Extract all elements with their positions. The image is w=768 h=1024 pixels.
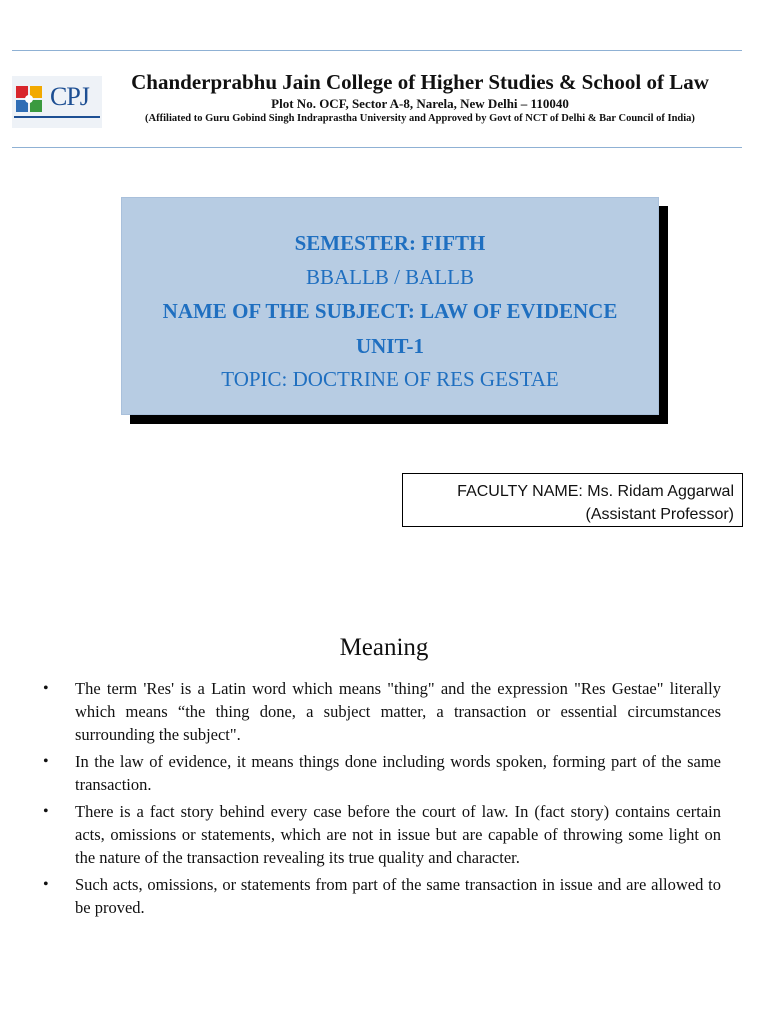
unit-label: UNIT-1	[355, 334, 425, 358]
list-item-text: Such acts, omissions, or statements from part of the same transaction in issue and are allowed to be proved.	[75, 875, 721, 917]
college-name: Chanderprabhu Jain College of Higher Studies & School of Law	[131, 70, 709, 94]
college-logo	[12, 76, 102, 128]
header-bottom-rule	[12, 147, 742, 148]
college-address: Plot No. OCF, Sector A-8, Narela, New Delhi – 110040	[271, 96, 569, 111]
topic-label: TOPIC: DOCTRINE OF RES GESTAE	[221, 367, 559, 391]
semester-label: SEMESTER: FIFTH	[294, 231, 486, 255]
header-top-rule	[12, 50, 742, 51]
bullet-icon: •	[43, 803, 49, 820]
faculty-box	[402, 473, 743, 527]
faculty-name: FACULTY NAME: Ms. Ridam Aggarwal	[457, 483, 734, 500]
bullet-list	[40, 677, 721, 923]
list-item-text: In the law of evidence, it means things done including words spoken, forming part of the same transaction.	[75, 752, 721, 794]
logo-text: CPJ	[50, 82, 89, 111]
list-item	[40, 750, 721, 796]
subject-label: NAME OF THE SUBJECT: LAW OF EVIDENCE	[162, 299, 618, 323]
list-item	[40, 800, 721, 869]
list-item-text: There is a fact story behind every case before the court of law. In (fact story) contains certain acts, omissions or statements, which are not in issue but are capable of throwing some light on the nature of the transaction revealing its true quality and character.	[75, 802, 721, 867]
bullet-icon: •	[43, 753, 49, 770]
list-item	[40, 873, 721, 919]
program-label: BBALLB / BALLB	[305, 265, 474, 289]
list-item-text: The term 'Res' is a Latin word which means "thing" and the expression "Res Gestae" literally which means “the thing done, a subject matter, a transaction or essential circumstances surrounding the subject".	[75, 679, 721, 744]
title-box	[121, 197, 659, 415]
section-title: Meaning	[339, 634, 429, 661]
list-item	[40, 677, 721, 746]
bullet-icon: •	[43, 680, 49, 697]
bullet-icon: •	[43, 876, 49, 893]
college-affiliation: (Affiliated to Guru Gobind Singh Indraprastha University and Approved by Govt of NCT of Delhi & Bar Council of India)	[145, 113, 695, 124]
faculty-designation: (Assistant Professor)	[585, 506, 734, 523]
